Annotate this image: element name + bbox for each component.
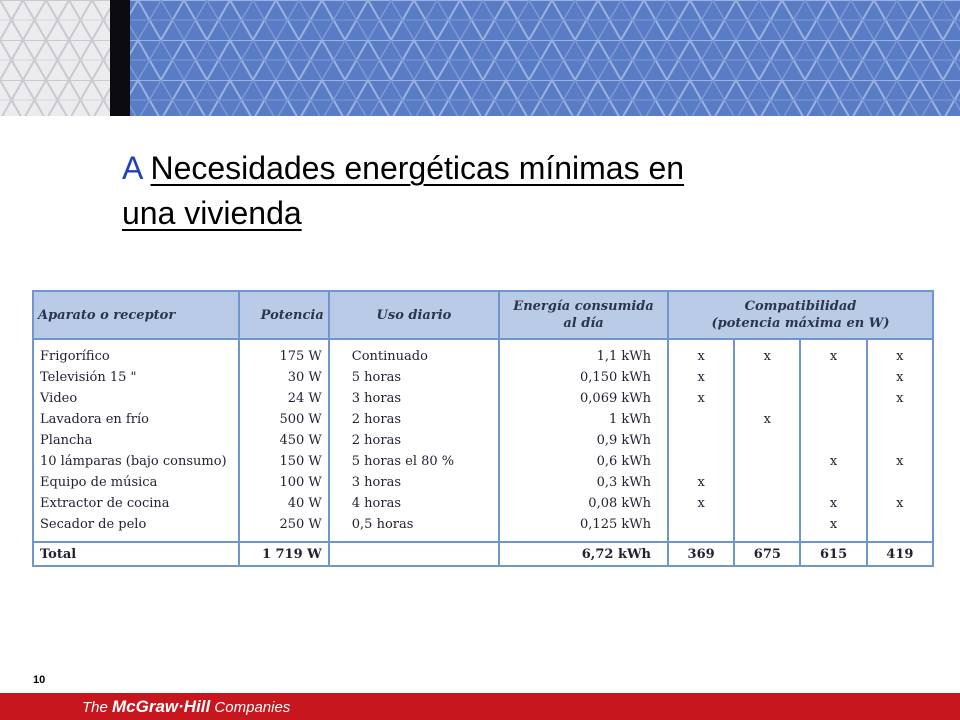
- cell-compat-4: [867, 472, 933, 493]
- footer-bar: [0, 693, 960, 720]
- cell-usage: 5 horas el 80 %: [329, 451, 499, 472]
- cell-compat-2: [734, 472, 800, 493]
- cell-compat-3: x: [800, 514, 866, 542]
- cell-power: 30 W: [239, 367, 329, 388]
- table-row: [33, 514, 933, 542]
- cell-energy: 0,6 kWh: [499, 451, 668, 472]
- page-number: 10: [33, 674, 46, 686]
- header-usage: Uso diario: [329, 291, 499, 339]
- cell-compat-3: [800, 409, 866, 430]
- cell-appliance: Lavadora en frío: [33, 409, 239, 430]
- cell-energy: 0,3 kWh: [499, 472, 668, 493]
- header-energy: [499, 291, 668, 339]
- table-row: [33, 472, 933, 493]
- cell-compat-3: [800, 430, 866, 451]
- cell-compat-3: x: [800, 339, 866, 367]
- cell-compat-1: x: [668, 339, 734, 367]
- title-line-1: Necesidades energéticas mínimas en: [150, 150, 685, 186]
- total-compat-3: 615: [800, 542, 866, 566]
- cell-energy: 0,150 kWh: [499, 367, 668, 388]
- header-compatibility: [668, 291, 933, 339]
- header-compat-line-2: (potencia máxima en W): [711, 316, 890, 331]
- cell-power: 150 W: [239, 451, 329, 472]
- table-row: [33, 430, 933, 451]
- total-compat-1: 369: [668, 542, 734, 566]
- cell-compat-1: [668, 451, 734, 472]
- header-energy-line-1: Energía consumida: [513, 299, 654, 314]
- table-header-row: [33, 291, 933, 339]
- cell-appliance: Frigorífico: [33, 339, 239, 367]
- cell-compat-1: [668, 514, 734, 542]
- cell-power: 24 W: [239, 388, 329, 409]
- publisher-logo: [82, 696, 290, 718]
- brand-suffix: Companies: [210, 699, 291, 716]
- cell-compat-1: [668, 409, 734, 430]
- cell-power: 500 W: [239, 409, 329, 430]
- cell-power: 250 W: [239, 514, 329, 542]
- triangle-pattern: [0, 0, 960, 116]
- cell-compat-2: [734, 493, 800, 514]
- cell-energy: 0,08 kWh: [499, 493, 668, 514]
- total-label: Total: [33, 542, 239, 566]
- cell-compat-4: x: [867, 339, 933, 367]
- cell-usage: 4 horas: [329, 493, 499, 514]
- brand-prefix: The: [82, 699, 113, 716]
- cell-compat-2: [734, 388, 800, 409]
- cell-compat-4: x: [867, 451, 933, 472]
- cell-compat-2: [734, 367, 800, 388]
- cell-appliance: 10 lámparas (bajo consumo): [33, 451, 239, 472]
- cell-compat-2: [734, 430, 800, 451]
- cell-usage: 2 horas: [329, 430, 499, 451]
- cell-usage: 3 horas: [329, 388, 499, 409]
- cell-compat-3: [800, 472, 866, 493]
- cell-appliance: Extractor de cocina: [33, 493, 239, 514]
- table-total-row: [33, 542, 933, 566]
- cell-energy: 0,069 kWh: [499, 388, 668, 409]
- cell-compat-4: x: [867, 367, 933, 388]
- cell-appliance: Video: [33, 388, 239, 409]
- header-appliance: Aparato o receptor: [33, 291, 239, 339]
- cell-compat-2: x: [734, 339, 800, 367]
- cell-compat-1: x: [668, 367, 734, 388]
- table-row: [33, 493, 933, 514]
- cell-compat-3: [800, 367, 866, 388]
- header-compat-line-1: Compatibilidad: [744, 299, 857, 314]
- total-power: 1 719 W: [239, 542, 329, 566]
- cell-appliance: Equipo de música: [33, 472, 239, 493]
- cell-compat-1: x: [668, 388, 734, 409]
- total-energy: 6,72 kWh: [499, 542, 668, 566]
- cell-compat-1: x: [668, 493, 734, 514]
- header-power: Potencia: [239, 291, 329, 339]
- cell-power: 40 W: [239, 493, 329, 514]
- cell-compat-3: [800, 388, 866, 409]
- cell-power: 450 W: [239, 430, 329, 451]
- total-usage: [329, 542, 499, 566]
- slide-title: [122, 146, 882, 236]
- table-row: [33, 409, 933, 430]
- cell-energy: 0,125 kWh: [499, 514, 668, 542]
- table-row: [33, 339, 933, 367]
- header-banner: [0, 0, 960, 116]
- cell-compat-2: [734, 514, 800, 542]
- banner-divider-bar: [110, 0, 130, 116]
- cell-compat-1: [668, 430, 734, 451]
- cell-energy: 0,9 kWh: [499, 430, 668, 451]
- cell-usage: 5 horas: [329, 367, 499, 388]
- total-compat-4: 419: [867, 542, 933, 566]
- brand-name: McGraw·Hill: [112, 697, 211, 716]
- cell-energy: 1,1 kWh: [499, 339, 668, 367]
- title-letter: A: [122, 150, 142, 186]
- table-body: [33, 339, 933, 542]
- cell-appliance: Plancha: [33, 430, 239, 451]
- cell-power: 100 W: [239, 472, 329, 493]
- table-row: [33, 367, 933, 388]
- cell-compat-4: x: [867, 388, 933, 409]
- cell-compat-2: x: [734, 409, 800, 430]
- cell-usage: Continuado: [329, 339, 499, 367]
- cell-compat-1: x: [668, 472, 734, 493]
- cell-power: 175 W: [239, 339, 329, 367]
- cell-compat-4: [867, 409, 933, 430]
- cell-compat-3: x: [800, 451, 866, 472]
- header-energy-line-2: al día: [563, 316, 604, 331]
- cell-compat-4: [867, 514, 933, 542]
- cell-energy: 1 kWh: [499, 409, 668, 430]
- total-compat-2: 675: [734, 542, 800, 566]
- cell-appliance: Televisión 15 ": [33, 367, 239, 388]
- cell-appliance: Secador de pelo: [33, 514, 239, 542]
- energy-needs-table: [32, 290, 934, 567]
- cell-compat-3: x: [800, 493, 866, 514]
- cell-usage: 2 horas: [329, 409, 499, 430]
- title-line-2: una vivienda: [122, 195, 302, 231]
- cell-compat-4: x: [867, 493, 933, 514]
- table-row: [33, 451, 933, 472]
- table-row: [33, 388, 933, 409]
- cell-usage: 3 horas: [329, 472, 499, 493]
- cell-usage: 0,5 horas: [329, 514, 499, 542]
- cell-compat-2: [734, 451, 800, 472]
- cell-compat-4: [867, 430, 933, 451]
